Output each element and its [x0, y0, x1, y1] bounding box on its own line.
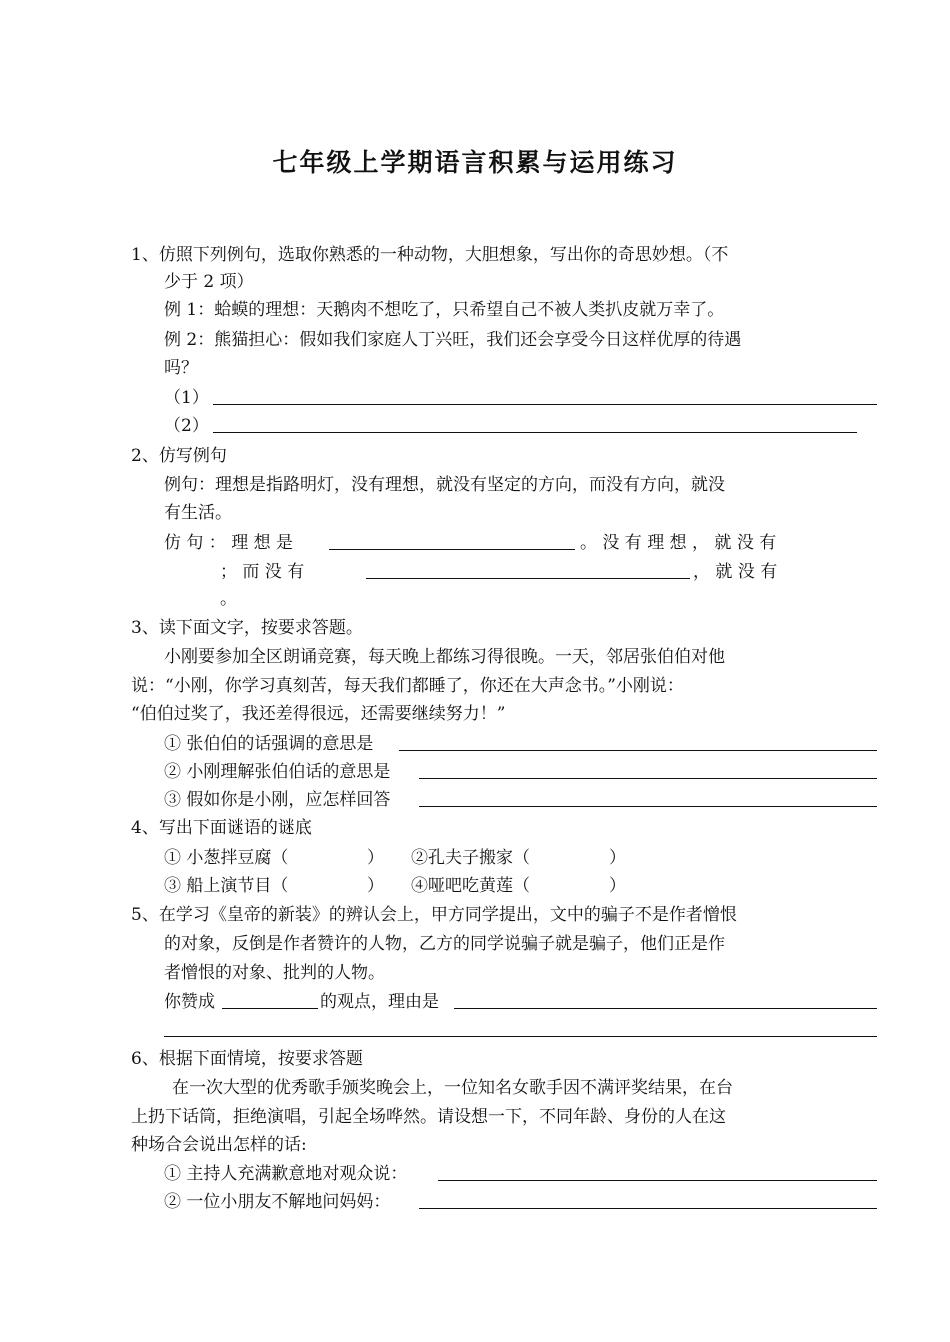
q5-fill-middle: 的观点，理由是 [320, 992, 439, 1012]
q1-example2-a: 例 2：熊猫担心：假如我们家庭人丁兴旺，我们还会享受今日这样优厚的待遇 [164, 330, 742, 350]
q4-riddle3: ③ 船上演节目（ [164, 876, 289, 896]
q1-answer1-line[interactable] [213, 404, 877, 405]
q2-fill-b-suffix: ， 就 没 有 [693, 562, 778, 582]
q2-fill-a-suffix: 。 没 有 理 想 ， 就 没 有 [580, 533, 777, 553]
q6-passage-3: 种场合会说出怎样的话: [131, 1135, 307, 1155]
q4-riddle1: ① 小葱拌豆腐（ [164, 848, 289, 868]
q1-line1: 1、仿照下列例句，选取你熟悉的一种动物，大胆想象，写出你的奇思妙想。（不 [131, 245, 729, 265]
q1-answer1-label: （1） [164, 388, 209, 408]
q6-passage-1: 在一次大型的优秀歌手颁奖晚会上，一位知名女歌手因不满评奖结果，在台 [172, 1078, 733, 1098]
q6-sub2: ② 一位小朋友不解地问妈妈： [164, 1192, 391, 1212]
q5-side-blank[interactable] [222, 1008, 318, 1009]
q1-answer2-line[interactable] [213, 432, 857, 433]
q3-sub1-line[interactable] [399, 750, 877, 751]
q5-reason-line[interactable] [454, 1008, 877, 1009]
q2-example-b: 有生活。 [164, 503, 232, 523]
q6-heading: 6、根据下面情境，按要求答题 [131, 1049, 363, 1069]
q1-example2-b: 吗？ [164, 358, 198, 378]
q3-passage-3: “伯伯过奖了，我还差得很远，还需要继续努力！” [131, 704, 506, 724]
q2-fill-c: 。 [220, 589, 237, 609]
q3-sub1: ① 张伯伯的话强调的意思是 [164, 734, 374, 754]
q6-sub1: ① 主持人充满歉意地对观众说： [164, 1164, 408, 1184]
q2-example-a: 例句：理想是指路明灯，没有理想，就没有坚定的方向，而没有方向，就没 [164, 475, 725, 495]
q2-blank-2[interactable] [366, 578, 690, 579]
q6-passage-2: 上扔下话筒，拒绝演唱，引起全场哗然。请设想一下，不同年龄、身份的人在这 [131, 1107, 726, 1127]
q1-example1: 例 1：蛤蟆的理想：天鹅肉不想吃了，只希望自己不被人类扒皮就万幸了。 [164, 300, 725, 320]
q3-sub3: ③ 假如你是小刚，应怎样回答 [164, 790, 391, 810]
page-title: 七年级上学期语言积累与运用练习 [272, 148, 678, 177]
q3-sub3-line[interactable] [419, 806, 877, 807]
q3-sub2-line[interactable] [419, 778, 877, 779]
q4-riddle1-close: ） [367, 848, 384, 868]
q3-heading: 3、读下面文字，按要求答题。 [131, 618, 363, 638]
q4-riddle2: ②孔夫子搬家（ [411, 848, 530, 868]
q2-fill-b-prefix: ； 而 没 有 [220, 562, 305, 582]
q6-sub2-line[interactable] [419, 1208, 877, 1209]
q5-reason-line-2[interactable] [164, 1036, 877, 1037]
q2-blank-1[interactable] [329, 549, 575, 550]
q4-heading: 4、写出下面谜语的谜底 [131, 818, 312, 838]
q6-sub1-line[interactable] [438, 1180, 877, 1181]
q4-riddle4: ④哑吧吃黄莲（ [411, 876, 530, 896]
q3-passage-1: 小刚要参加全区朗诵竞赛，每天晚上都练习得很晚。一天，邻居张伯伯对他 [164, 647, 725, 667]
q1-answer2-label: （2） [164, 416, 209, 436]
q3-passage-2: 说：“小刚，你学习真刻苦，每天我们都睡了，你还在大声念书。”小刚说： [131, 676, 684, 696]
q4-riddle2-close: ） [609, 848, 626, 868]
q2-fill-a-prefix: 仿 句 ： 理 想 是 [164, 533, 294, 553]
q5-line1: 5、在学习《皇帝的新装》的辨认会上，甲方同学提出，文中的骗子不是作者憎恨 [131, 905, 737, 925]
q5-line3: 者憎恨的对象、批判的人物。 [164, 963, 385, 983]
q3-sub2: ② 小刚理解张伯伯话的意思是 [164, 762, 391, 782]
q5-fill-prefix: 你赞成 [164, 992, 215, 1012]
q1-line2: 少于 2 项） [164, 272, 254, 292]
q2-heading: 2、仿写例句 [131, 446, 227, 466]
q5-line2: 的对象，反倒是作者赞许的人物，乙方的同学说骗子就是骗子，他们正是作 [164, 934, 725, 954]
q4-riddle3-close: ） [367, 876, 384, 896]
q4-riddle4-close: ） [609, 876, 626, 896]
